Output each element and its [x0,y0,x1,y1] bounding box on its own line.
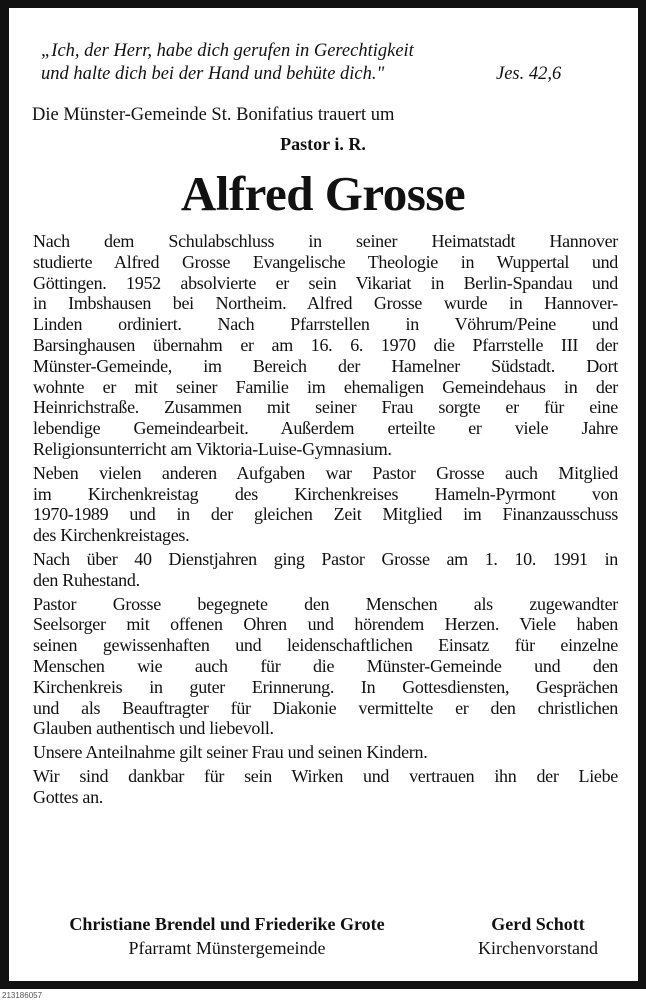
text-line: wohnte er mit seiner Familie im ehemaligen Gemeindehaus in der [33,376,618,397]
text-line: lebendige Gemeindearbeit. Außerdem erteilte er viele Jahre [33,418,618,439]
paragraph [33,766,618,808]
quote-reference: Jes. 42,6 [496,64,562,84]
text-line: Nach dem Schulabschluss in seiner Heimatstadt Hannover [33,231,618,251]
text-line: in Imbshausen bei Northeim. Alfred Grosse wurde in Hannover- [33,293,618,314]
text-line: Münster-Gemeinde, im Bereich der Hamelner Südstadt. Dort [33,355,618,376]
text-line: seinen gewissenhaften und leidenschaftlichen Einsatz für einzelne [33,635,618,656]
signature-name: Christiane Brendel und Friederike Grote [69,914,385,934]
text-line: im Kirchenkreistag des Kirchenkreises Hameln-Pyrmont von [33,483,618,504]
text-line: und als Beauftragter für Diakonie vermittelte er den christlichen [33,697,618,718]
text-line: Nach über 40 Dienstjahren ging Pastor Grosse am 1. 10. 1991 in [33,548,618,569]
paragraph [33,742,618,763]
text-line: Unsere Anteilnahme gilt seiner Frau und seinen Kindern. [33,742,428,763]
text-line: Seelsorger mit offenen Ohren und hörendem Herzen. Viele haben [33,614,618,635]
text-line: Wir sind dankbar für sein Wirken und vertrauen ihn der Liebe [33,765,618,786]
text-line: Gottes an. [33,786,103,807]
text-line: studierte Alfred Grosse Evangelische Theologie in Wuppertal und [33,251,618,272]
deceased-title: Pastor i. R. [280,134,366,154]
text-line: Linden ordiniert. Nach Pfarrstellen in Vöhrum/Peine und [33,314,618,335]
text-line: Heinrichstraße. Zusammen mit seiner Frau sorgte er für eine [33,397,618,418]
text-line: Göttingen. 1952 absolvierte er sein Vikariat in Berlin-Spandau und [33,272,618,293]
paragraph [33,231,618,460]
text-line: den Ruhestand. [33,569,140,590]
text-line: Pastor Grosse begegnete den Menschen als zugewandter [33,593,618,614]
text-line: Barsinghausen übernahm er am 16. 6. 1970 die Pfarrstelle III der [33,334,618,355]
paragraph [33,549,618,591]
signature-name: Gerd Schott [491,914,585,934]
text-line: Menschen wie auch für die Münster-Gemeinde und den [33,655,618,676]
signature-role: Pfarramt Münstergemeinde [128,938,326,958]
signature-role: Kirchenvorstand [478,938,598,958]
text-line: des Kirchenkreistages. [33,525,190,546]
paragraph [33,463,618,546]
bible-quote [41,40,562,86]
text-line: Kirchenkreis in guter Erinnerung. In Gottesdiensten, Gesprächen [33,676,618,697]
text-line: 1970-1989 und in der gleichen Zeit Mitglied im Finanzausschuss [33,504,618,525]
text-line: Glauben authentisch und liebevoll. [33,718,274,739]
obituary-body [33,231,618,811]
signature-2 [458,912,618,960]
quote-line-2: und halte dich bei der Hand und behüte dich." [41,64,385,84]
text-line: Religionsunterricht am Viktoria-Luise-Gymnasium. [33,438,392,459]
signature-1 [30,912,424,960]
ad-code: 213186057 [2,991,43,1000]
deceased-name: Alfred Grosse [180,166,466,221]
intro-text: Die Münster-Gemeinde St. Bonifatius trauert um [32,105,395,125]
quote-line-1: „Ich, der Herr, habe dich gerufen in Gerechtigkeit [41,41,414,61]
text-line: Neben vielen anderen Aufgaben war Pastor Grosse auch Mitglied [33,462,618,483]
paragraph [33,594,618,740]
